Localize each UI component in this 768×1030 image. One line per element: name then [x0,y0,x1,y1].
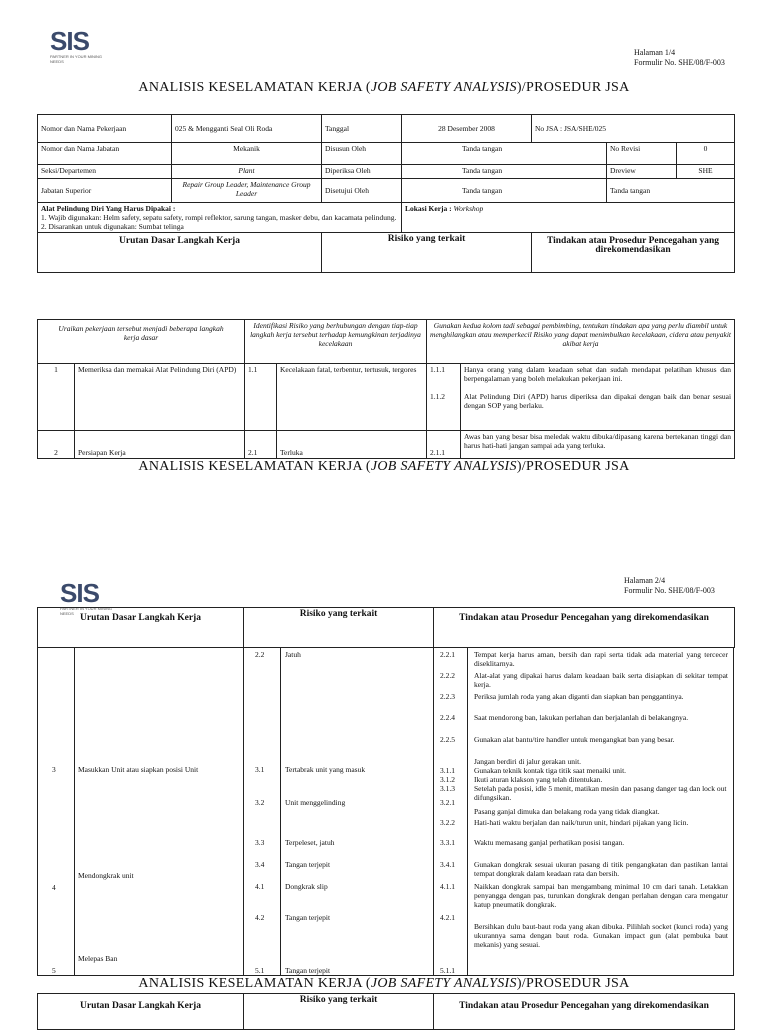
jsa-header-table-p2 [37,607,735,648]
info-value: 28 Desember 2008 [402,115,532,143]
header-steps: Urutan Dasar Langkah Kerja [38,233,322,273]
risk-text: Tertabrak unit yang masuk [285,765,366,774]
risk-text: Kecelakaan fatal, terbentur, tertusuk, tergores [277,364,427,431]
header-actions: Tindakan atau Prosedur Pencegahan yang direkomendasikan [434,608,735,648]
info-label: Disetujui Oleh [322,179,402,203]
apd-item: 1. Wajib digunakan: Helm safety, sepatu safety, rompi reflektor, sarung tangan, masker debu, dan kacamata pelindung. [41,213,397,222]
col-divider [74,647,75,976]
col-divider [467,647,468,976]
header-steps: Urutan Dasar Langkah Kerja [38,608,244,648]
risk-number: 3.4 [255,860,265,869]
action-text: Awas ban yang besar bisa meledak waktu dibuka/dipasang karena bertekanan tinggi dan harus hati-hati jangan sampai ada yang terluka. [461,431,735,459]
action-number: 4.1.1 [440,882,455,891]
action-text: Tempat kerja harus aman, bersih dan rapi serta tidak ada material yang tercecer diseklitarnya. [474,650,728,668]
table-row [38,431,735,459]
risk-text: Dongkrak slip [285,882,328,891]
info-value: 025 & Mengganti Seal Oli Roda [172,115,322,143]
info-label: Disusun Oleh [322,143,402,165]
action-text: Setelah pada posisi, idle 5 menit, matikan mesin dan pasang danger tag dan lock out difungsikan. [474,784,727,802]
page1-header-info [634,48,725,68]
header-steps: Urutan Dasar Langkah Kerja [38,994,244,1030]
action-text: Naikkan dongkrak sampai ban mengambang minimal 10 cm dari tanah. Letakkan penyangga dengan pas, turunkan dongkrak dengan perlahan dengan cara mengatur katup pneumatik dongkrak. [474,882,728,909]
location-section [402,203,735,233]
action-text: Hati-hati waktu berjalan dan naik/turun unit, hindari pijakan yang licin. [474,818,689,827]
apd-section [38,203,402,233]
info-label: Tanggal [322,115,402,143]
info-label: Nomor dan Nama Jabatan [38,143,172,165]
risk-number: 2.1 [245,431,277,459]
action-number: 3.2.1 [440,798,455,807]
form-number: Formulir No. SHE/08/F-003 [624,586,715,595]
risk-number: 4.2 [255,913,265,922]
action-text: Alat-alat yang dipakai harus dalam keadaan baik serta disiapkan di sekitar tempat kerja. [474,671,728,689]
col-divider [280,647,281,976]
action-number: 2.2.1 [440,650,455,659]
location-label: Lokasi Kerja : [405,204,452,213]
action-number: 2.2.4 [440,713,455,722]
action-text: Saat mendorong ban, lakukan perlahan dan berjalanlah di belakangnya. [474,713,689,722]
risk-number: 2.2 [255,650,265,659]
risk-number: 3.2 [255,798,265,807]
col-divider [433,647,434,976]
logo-mark: SIS [50,26,89,56]
apd-title: Alat Pelindung Diri Yang Harus Dipakai : [41,204,176,213]
risk-text: Jatuh [285,650,301,659]
action-number: 3.1.2 [440,775,455,784]
col-divider [243,647,244,976]
header-actions: Tindakan atau Prosedur Pencegahan yang direkomendasikan [434,994,735,1030]
risk-text: Terluka [277,431,427,459]
step-text: Masukkan Unit atau siapkan posisi Unit [78,765,199,774]
page1-title: ANALISIS KESELAMATAN KERJA (JOB SAFETY ANALYSIS)/PROSEDUR JSA [138,80,630,95]
jsa-steps-table [37,319,735,459]
info-label: Diperiksa Oleh [322,165,402,179]
step-number: 2 [38,431,75,459]
step-text: Memeriksa dan memakai Alat Pelindung Diri (APD) [75,364,245,431]
guide-actions: Gunakan kedua kolom tadi sebagai pembimbing, tentukan tindakan apa yang perlu diambil untuk menghilangkan atau memperkecil Risiko yang dapat menimbulkan kecelakaan, cidera atau penyakit akibat kerja [427,320,735,364]
guide-steps: Uraikan pekerjaan tersebut menjadi beberapa langkah kerja dasar [38,320,245,364]
action-numbers: 1.1.1 1.1.2 [427,364,461,431]
action-text: Periksa jumlah roda yang akan diganti dan siapkan ban penggantinya. [474,692,684,701]
signature-label: Tanda tangan [402,143,607,165]
step-number: 5 [52,966,56,975]
action-number: 2.2.5 [440,735,455,744]
header-actions: Tindakan atau Prosedur Pencegahan yang direkomendasikan [532,233,735,273]
action-text: Bersihkan dulu baut-baut roda yang akan dibuka. Pilihlah socket (kunci roda) yang ukurannya sama dengan baut roda. Gunakan impact gun (alat pembuka baut mekanis) yang sesuai. [474,922,728,949]
info-label: Dreview [607,165,677,179]
jsa-number: No JSA : JSA/SHE/025 [532,115,735,143]
step-number: 1 [38,364,75,431]
page1-bottom-title: ANALISIS KESELAMATAN KERJA (JOB SAFETY ANALYSIS)/PROSEDUR JSA [138,459,630,474]
guide-risks: Identifikasi Risiko yang berhubungan dengan tiap-tiap langkah kerja tersebut terhadap kemungkinan terjadinya kecelakaan [245,320,427,364]
risk-text: Tangan terjepit [285,860,331,869]
action-number: 3.1.1 [440,766,455,775]
info-value: Mekanik [172,143,322,165]
risk-text: Tangan terjepit [285,966,331,975]
action-text: Gunakan dongkrak sesuai ukuran pasang di titik pengangkatan dan pastikan lantai tempat dongkrak dalam keadaan rata dan bersih. [474,860,728,878]
action-text: Jangan berdiri di jalur gerakan unit. [474,757,582,766]
jsa-header-table-p3 [37,993,735,1030]
step-text: Melepas Ban [78,954,118,963]
logo-mark: SIS [60,578,99,608]
action-number: 5.1.1 [440,966,455,975]
risk-number: 1.1 [245,364,277,431]
action-number: 4.2.1 [440,913,455,922]
header-risks: Risiko yang terkait [244,608,434,648]
action-text: Hanya orang yang dalam keadaan sehat dan sudah mendapat pelatihan khusus dan berpengalaman yang boleh melakukan pekerjaan ini. Alat Pelindung Diri (APD) harus diperiksa dan dipakai dengan baik dan benar sesuai dengan SOP yang berlaku. [461,364,735,431]
header-risks: Risiko yang terkait [322,233,532,273]
action-text: Ikuti aturan klakson yang telah ditentukan. [474,775,603,784]
step-number: 4 [52,883,56,892]
action-text: Waktu memasang ganjal perhatikan posisi tangan. [474,838,625,847]
action-text: Gunakan alat bantu/tire handler untuk mengangkat ban yang besar. [474,735,675,744]
action-number: 3.1.3 [440,784,455,793]
action-text: Pasang ganjal dimuka dan belakang roda yang tidak diangkat. [474,807,660,816]
info-label: No Revisi [607,143,677,165]
action-number: 2.2.2 [440,671,455,680]
table-row [38,364,735,431]
risk-number: 5.1 [255,966,265,975]
action-number: 2.1.1 [427,431,461,459]
signature-label: Tanda tangan [402,179,607,203]
action-number: 3.2.2 [440,818,455,827]
apd-item: 2. Disarankan untuk digunakan: Sumbat telinga [41,222,184,231]
risk-number: 3.3 [255,838,265,847]
info-value: Repair Group Leader, Maintenance Group Leader [172,179,322,203]
header-risks: Risiko yang terkait [244,994,434,1030]
signature-label: Tanda tangan [607,179,735,203]
company-logo [50,28,110,64]
action-number: 3.3.1 [440,838,455,847]
risk-number: 3.1 [255,765,265,774]
page3-title: ANALISIS KESELAMATAN KERJA (JOB SAFETY ANALYSIS)/PROSEDUR JSA [138,976,630,991]
step-number: 3 [52,765,56,774]
form-number: Formulir No. SHE/08/F-003 [634,58,725,67]
logo-tagline: PARTNER IN YOUR MINING NEEDS [60,606,113,616]
action-text: Gunakan teknik kontak tiga titik saat menaiki unit. [474,766,627,775]
risk-text: Tangan terjepit [285,913,331,922]
info-value: Plant [172,165,322,179]
action-number: 2.2.3 [440,692,455,701]
info-label: Nomor dan Nama Pekerjaan [38,115,172,143]
signature-label: Tanda tangan [402,165,607,179]
risk-number: 4.1 [255,882,265,891]
info-value: SHE [677,165,735,179]
page2-header-info [624,576,715,596]
risk-text: Terpeleset, jatuh [285,838,335,847]
step-text: Mendongkrak unit [78,871,134,880]
page-number: Halaman 2/4 [624,576,666,585]
action-number: 3.4.1 [440,860,455,869]
logo-tagline: PARTNER IN YOUR MINING NEEDS [50,54,103,64]
location-value: Workshop [453,204,484,213]
info-value: 0 [677,143,735,165]
info-label: Seksi/Departemen [38,165,172,179]
risk-text: Unit menggelinding [285,798,346,807]
page-number: Halaman 1/4 [634,48,676,57]
info-label: Jabatan Superior [38,179,172,203]
jsa-info-table [37,114,735,273]
step-text: Persiapan Kerja [75,431,245,459]
